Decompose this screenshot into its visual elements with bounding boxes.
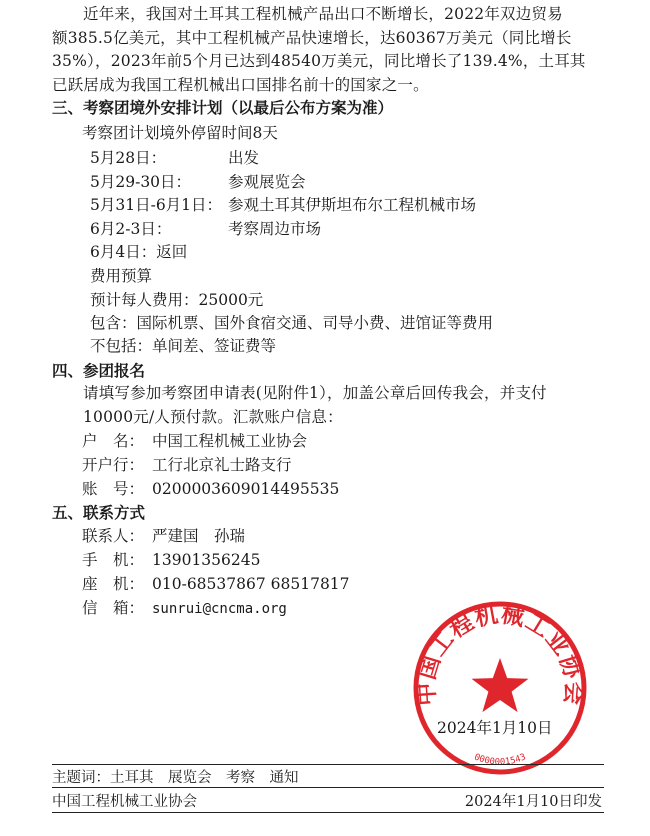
schedule-date: 5月29-30日： xyxy=(90,173,192,191)
contact-label: 联系人： xyxy=(82,527,145,545)
print-date: 2024年1月10日印发 xyxy=(464,794,602,810)
intro-line: 额385.5亿美元，其中工程机械产品快速增长，达60367万美元（同比增长 xyxy=(52,28,572,47)
schedule-activity: 参观土耳其伊斯坦布尔工程机械市场 xyxy=(228,196,477,214)
issuing-org: 中国工程机械工业协会 xyxy=(52,794,197,810)
keywords-row xyxy=(52,766,299,787)
registration-paragraph xyxy=(52,382,604,429)
schedule-item xyxy=(90,170,306,192)
budget-includes: 包含：国际机票、国外食宿交通、司导小费、进馆证等费用 xyxy=(90,314,494,332)
contact-row xyxy=(82,596,287,618)
official-seal xyxy=(412,600,588,776)
schedule-date: 5月28日： xyxy=(90,149,167,167)
schedule-item xyxy=(90,146,259,168)
seal-date: 2024年1月10日 xyxy=(437,719,553,737)
schedule-activity: 考察周边市场 xyxy=(228,220,322,238)
stay-duration: 考察团计划境外停留时间8天 xyxy=(82,124,278,142)
contact-row xyxy=(82,524,245,546)
registration-line: 请填写参加考察团申请表(见附件1），加盖公章后回传我会，并支付 xyxy=(83,384,547,402)
footer-divider-bottom xyxy=(52,812,604,813)
schedule-activity: 返回 xyxy=(156,243,188,261)
account-label: 账 号： xyxy=(82,480,145,498)
footer-divider-middle xyxy=(52,787,604,788)
intro-line: 已跃居成为我国工程机械出口国排名前十的国家之一。 xyxy=(52,75,429,94)
section5-heading: 五、联系方式 xyxy=(52,504,146,522)
contact-email: sunrui@cncma.org xyxy=(152,601,287,617)
intro-paragraph xyxy=(52,3,604,97)
account-label: 户 名： xyxy=(82,432,145,450)
schedule-activity: 参观展览会 xyxy=(228,173,306,191)
account-row xyxy=(82,453,292,475)
account-row xyxy=(82,477,339,499)
budget-title: 费用预算 xyxy=(90,267,153,285)
schedule-item xyxy=(90,193,476,215)
contact-row xyxy=(82,548,260,570)
account-value: 0200003609014495535 xyxy=(152,480,340,498)
contact-row xyxy=(82,572,350,594)
seal-serial: 0000001543 xyxy=(472,752,528,768)
schedule-date: 6月4日： xyxy=(90,243,157,261)
contact-value: 严建国 孙瑞 xyxy=(152,527,246,545)
intro-line: 近年来，我国对土耳其工程机械产品出口不断增长，2022年双边贸易 xyxy=(83,5,563,23)
keywords-label: 主题词： xyxy=(52,770,110,786)
account-value: 中国工程机械工业协会 xyxy=(152,432,308,450)
registration-line: 10000元/人预付款。汇款账户信息： xyxy=(83,407,343,426)
budget-per-person: 预计每人费用：25000元 xyxy=(90,291,264,309)
intro-line: 35%），2023年前5个月已达到48540万美元，同比增长了139.4%，土耳其 xyxy=(52,52,586,70)
schedule-item xyxy=(90,217,321,239)
section4-heading: 四、参团报名 xyxy=(52,362,146,380)
footer-divider-top xyxy=(52,764,604,765)
section3-heading: 三、考察团境外安排计划（以最后公布方案为准） xyxy=(52,99,394,117)
account-row xyxy=(82,429,307,451)
seal-text: 中国工程机械工业协会 xyxy=(413,601,587,707)
contact-label: 座 机： xyxy=(82,575,145,593)
seal-star-icon xyxy=(472,658,529,712)
schedule-date: 5月31日-6月1日： xyxy=(90,196,223,214)
schedule-activity: 出发 xyxy=(228,149,260,167)
contact-label: 信 箱： xyxy=(82,599,145,617)
contact-label: 手 机： xyxy=(82,551,145,569)
keywords: 土耳其 展览会 考察 通知 xyxy=(110,770,299,786)
contact-value: 13901356245 xyxy=(152,551,261,569)
account-label: 开户行： xyxy=(82,456,145,474)
schedule-date: 6月2-3日： xyxy=(90,220,172,238)
contact-value: 010-68537867 68517817 xyxy=(152,575,350,593)
budget-excludes: 不包括：单间差、签证费等 xyxy=(90,337,277,355)
account-value: 工行北京礼士路支行 xyxy=(152,456,292,474)
schedule-item xyxy=(90,240,187,262)
